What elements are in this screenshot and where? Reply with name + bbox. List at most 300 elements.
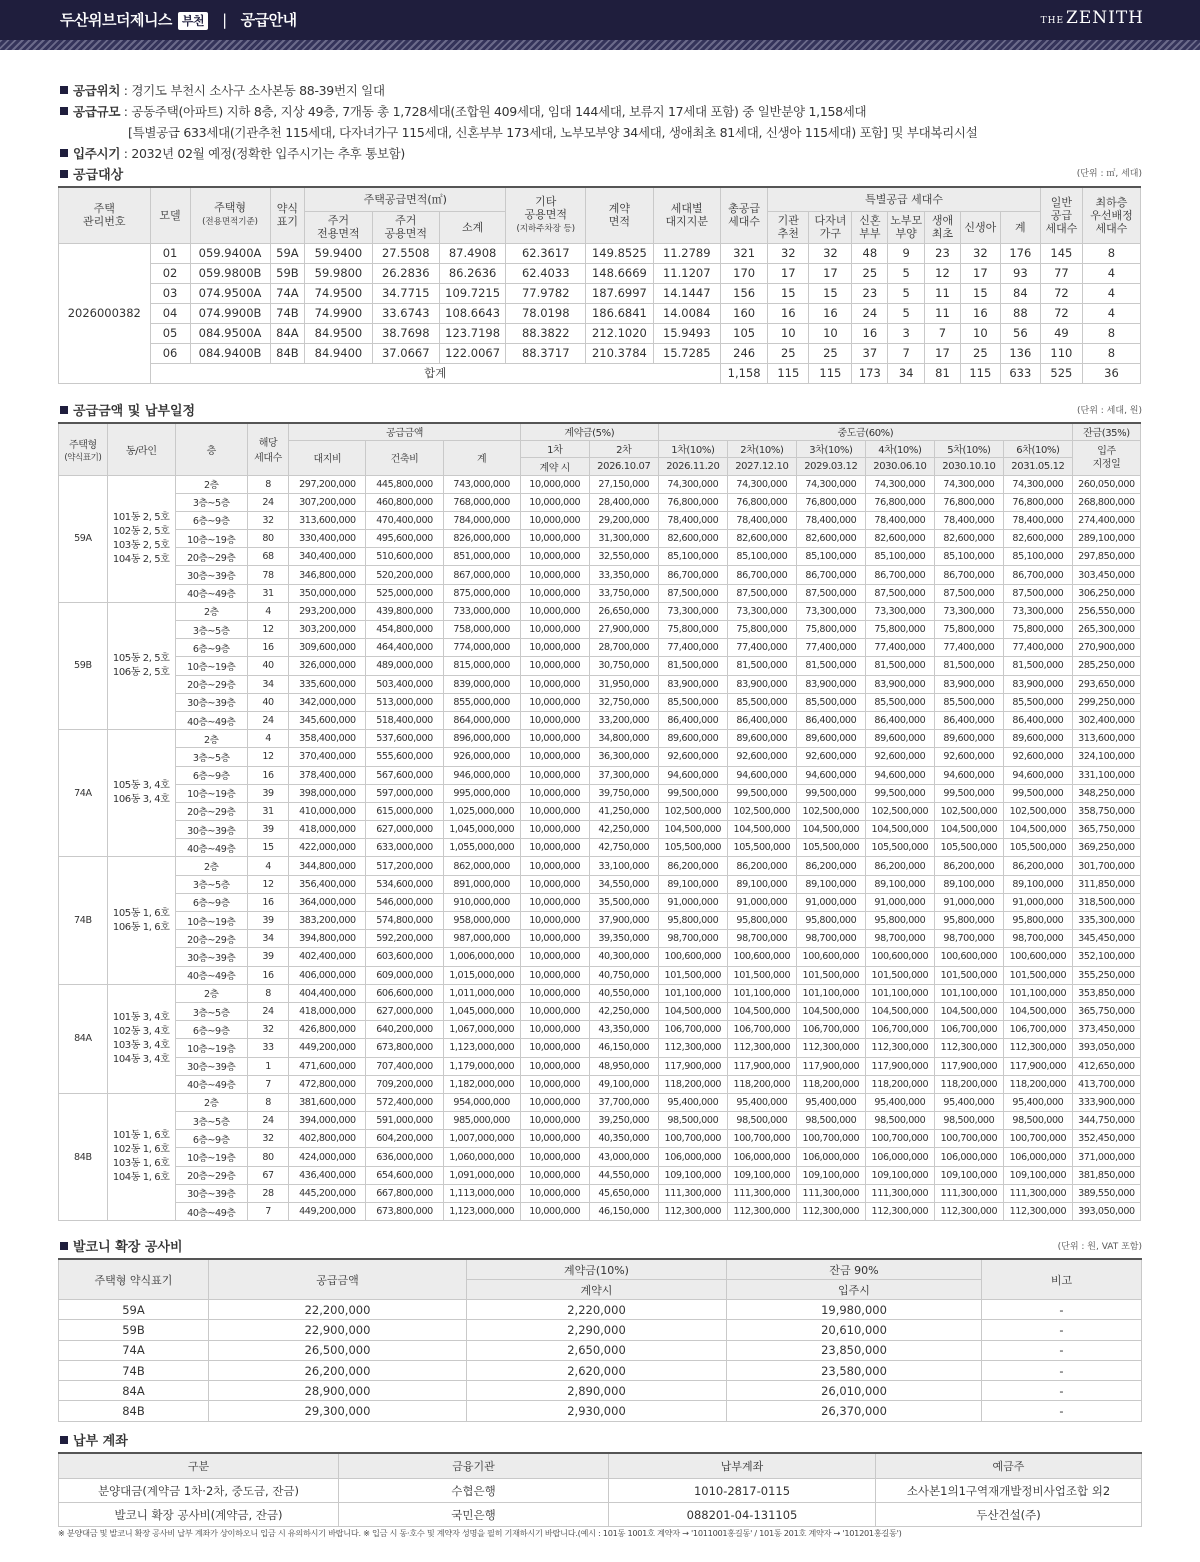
price-row	[59, 657, 1141, 675]
balcony-row	[59, 1300, 1142, 1320]
mid-payment-6: 117,900,000	[1003, 1057, 1072, 1075]
mid-payment-4: 101,100,000	[865, 984, 934, 1002]
balcony-balance: 23,580,000	[727, 1360, 982, 1380]
price-row	[59, 784, 1141, 802]
mid-payment-6: 106,000,000	[1003, 1148, 1072, 1166]
unit-count: 4	[247, 602, 289, 620]
contract-area: 210.3784	[586, 343, 653, 363]
hdr-mid-3: 3차(10%)	[796, 440, 865, 457]
sp-parents: 5	[888, 263, 925, 283]
mid-payment-5: 101,500,000	[934, 966, 1003, 984]
lowest-units: 8	[1082, 243, 1140, 263]
unit-count: 16	[247, 766, 289, 784]
price-row	[59, 893, 1141, 911]
supply-total: 987,000,000	[443, 930, 520, 948]
mid-payment-3: 95,800,000	[796, 912, 865, 930]
mid-payment-6: 104,500,000	[1003, 821, 1072, 839]
hdr-excl: 주거 전용면적	[305, 211, 372, 243]
land-share: 14.0084	[653, 303, 720, 323]
mid-payment-3: 112,300,000	[796, 1039, 865, 1057]
mid-payment-2: 87,500,000	[727, 584, 796, 602]
supply-total: 743,000,000	[443, 475, 520, 493]
hdr-total: 총공급 세대수	[720, 187, 767, 243]
price-row	[59, 1148, 1141, 1166]
price-row	[59, 1002, 1141, 1020]
common-area: 26.2836	[372, 263, 439, 283]
subtotal-area: 123.7198	[439, 323, 505, 343]
mid-payment-2: 112,300,000	[727, 1039, 796, 1057]
land-cost: 406,000,000	[289, 966, 366, 984]
supply-row	[59, 343, 1141, 363]
supply-row	[59, 303, 1141, 323]
hdr-account-number: 납부계좌	[609, 1453, 876, 1479]
hdr-other: 기타 공용면적 (지하주차장 등)	[506, 187, 586, 243]
mid-payment-4: 85,500,000	[865, 693, 934, 711]
deposit-1: 10,000,000	[520, 875, 589, 893]
floor-range: 2층	[175, 1093, 247, 1111]
hdr-supply-group: 공급금액	[289, 423, 520, 440]
mid-payment-1: 98,500,000	[658, 1112, 727, 1130]
mid-payment-3: 100,600,000	[796, 948, 865, 966]
mid-payment-6: 101,500,000	[1003, 966, 1072, 984]
unit-count: 39	[247, 784, 289, 802]
hdr-balcony-balance: 잔금 90%	[727, 1259, 982, 1280]
mid-payment-6: 86,200,000	[1003, 857, 1072, 875]
deposit-1: 10,000,000	[520, 802, 589, 820]
floor-range: 20층~29층	[175, 548, 247, 566]
mid-payment-4: 94,600,000	[865, 766, 934, 784]
mid-payment-2: 89,600,000	[727, 730, 796, 748]
building-cost: 673,800,000	[366, 1039, 443, 1057]
price-row	[59, 602, 1141, 620]
price-row	[59, 802, 1141, 820]
land-cost: 424,000,000	[289, 1148, 366, 1166]
land-cost: 449,200,000	[289, 1203, 366, 1221]
mid-payment-3: 118,200,000	[796, 1075, 865, 1093]
excl-area: 74.9500	[305, 283, 372, 303]
balance: 352,450,000	[1072, 1130, 1140, 1148]
mid-payment-3: 85,500,000	[796, 693, 865, 711]
balance: 381,850,000	[1072, 1166, 1140, 1184]
mid-payment-5: 106,700,000	[934, 1021, 1003, 1039]
unit-count: 80	[247, 1148, 289, 1166]
sp-firsttime: 11	[925, 303, 961, 323]
unit-count: 40	[247, 693, 289, 711]
building-cost: 525,000,000	[366, 584, 443, 602]
mid-payment-1: 89,600,000	[658, 730, 727, 748]
account-row	[59, 1479, 1142, 1503]
deposit-2: 33,200,000	[589, 711, 658, 729]
deposit-2: 31,950,000	[589, 675, 658, 693]
mid-payment-2: 81,500,000	[727, 657, 796, 675]
common-area: 38.7698	[372, 323, 439, 343]
mid-payment-1: 112,300,000	[658, 1039, 727, 1057]
balcony-note: -	[982, 1381, 1142, 1401]
other-area: 78.0198	[506, 303, 586, 323]
floor-range: 3층~5층	[175, 875, 247, 893]
mid-payment-4: 95,800,000	[865, 912, 934, 930]
unit-count: 34	[247, 675, 289, 693]
subtotal-area: 87.4908	[439, 243, 505, 263]
account-section-title: 납부 계좌	[60, 1430, 128, 1449]
hdr-deposit-group: 계약금(5%)	[520, 423, 658, 440]
land-cost: 381,600,000	[289, 1093, 366, 1111]
balance: 268,800,000	[1072, 493, 1140, 511]
footnote: ※ 분양대금 및 발코니 확장 공사비 납부 계좌가 상이하오니 입금 시 유의하시기 바랍니다. ※ 입금 시 동·호수 및 계약자 성명을 필히 기재하시기 바랍니다.(예시 : 101동 1001호 계약자 → '1011001홍길동' / 101동 201호 계약자 → '101201홍길동')	[58, 1528, 902, 1538]
bullet-square-icon	[60, 107, 68, 115]
bullet-square-icon	[60, 1242, 68, 1250]
floor-range: 10층~19층	[175, 912, 247, 930]
unit-count: 32	[247, 1130, 289, 1148]
deposit-1: 10,000,000	[520, 912, 589, 930]
balcony-note: -	[982, 1320, 1142, 1340]
land-cost: 471,600,000	[289, 1057, 366, 1075]
balance: 413,700,000	[1072, 1075, 1140, 1093]
mid-payment-1: 78,400,000	[658, 511, 727, 529]
mid-payment-1: 94,600,000	[658, 766, 727, 784]
unit-count: 12	[247, 748, 289, 766]
balance: 365,750,000	[1072, 1002, 1140, 1020]
abbr: 59B	[270, 263, 305, 283]
land-cost: 350,000,000	[289, 584, 366, 602]
hdr-deposit-1-date: 계약 시	[520, 457, 589, 475]
type: 059.9800B	[190, 263, 270, 283]
deposit-1: 10,000,000	[520, 1075, 589, 1093]
floor-range: 6층~9층	[175, 511, 247, 529]
mid-payment-3: 89,100,000	[796, 875, 865, 893]
mid-payment-3: 101,500,000	[796, 966, 865, 984]
mid-payment-2: 86,200,000	[727, 857, 796, 875]
contract-area: 149.8525	[586, 243, 653, 263]
sp-multichild: 15	[809, 283, 852, 303]
balcony-table	[58, 1258, 1142, 1422]
mid-payment-5: 94,600,000	[934, 766, 1003, 784]
deposit-1: 10,000,000	[520, 675, 589, 693]
supply-unit: (단위 : ㎡, 세대)	[1076, 169, 1142, 179]
mid-payment-1: 95,800,000	[658, 912, 727, 930]
land-share: 15.9493	[653, 323, 720, 343]
land-share: 15.7285	[653, 343, 720, 363]
sp-multichild: 25	[809, 343, 852, 363]
supply-total: 867,000,000	[443, 566, 520, 584]
mid-payment-3: 75,800,000	[796, 621, 865, 639]
hdr-balcony-note: 비고	[982, 1259, 1142, 1300]
deposit-1: 10,000,000	[520, 548, 589, 566]
model: 05	[150, 323, 190, 343]
general-units: 49	[1040, 323, 1082, 343]
mid-payment-3: 83,900,000	[796, 675, 865, 693]
balcony-type: 74B	[59, 1360, 209, 1380]
balcony-amount: 28,900,000	[209, 1381, 467, 1401]
land-cost: 418,000,000	[289, 1002, 366, 1020]
mid-payment-1: 89,100,000	[658, 875, 727, 893]
unit-count: 12	[247, 875, 289, 893]
hdr-subtotal: 소계	[439, 211, 505, 243]
hdr-mid-group: 중도금(60%)	[658, 423, 1072, 440]
mid-payment-2: 76,800,000	[727, 493, 796, 511]
balcony-balance: 26,010,000	[727, 1381, 982, 1401]
deposit-1: 10,000,000	[520, 1166, 589, 1184]
total-units: 321	[720, 243, 767, 263]
sp-newborn: 32	[960, 243, 1000, 263]
mid-payment-1: 74,300,000	[658, 475, 727, 493]
mid-payment-5: 86,700,000	[934, 566, 1003, 584]
balcony-row	[59, 1381, 1142, 1401]
mid-payment-1: 111,300,000	[658, 1184, 727, 1202]
mid-payment-4: 112,300,000	[865, 1039, 934, 1057]
balcony-unit: (단위 : 원, VAT 포함)	[1057, 1242, 1142, 1252]
price-row	[59, 984, 1141, 1002]
other-area: 77.9782	[506, 283, 586, 303]
type: 084.9400B	[190, 343, 270, 363]
land-cost: 330,400,000	[289, 530, 366, 548]
total-sp-sum: 633	[1000, 363, 1040, 383]
mid-payment-6: 81,500,000	[1003, 657, 1072, 675]
dong-line: 101동 3, 4호 102동 3, 4호 103동 3, 4호 104동 3, 4호	[107, 984, 175, 1093]
building-cost: 591,000,000	[366, 1112, 443, 1130]
mid-payment-5: 91,000,000	[934, 893, 1003, 911]
hdr-abbr: 약식 표기	[270, 187, 305, 243]
mid-payment-5: 102,500,000	[934, 802, 1003, 820]
sp-firsttime: 17	[925, 343, 961, 363]
price-row	[59, 730, 1141, 748]
account-holder: 두산건설(주)	[876, 1503, 1142, 1527]
sp-agency: 10	[768, 323, 809, 343]
total-label: 합계	[150, 363, 720, 383]
unit-type: 74B	[59, 857, 108, 984]
mid-payment-6: 101,100,000	[1003, 984, 1072, 1002]
mid-payment-2: 85,100,000	[727, 548, 796, 566]
account-bank: 국민은행	[339, 1503, 609, 1527]
unit-type: 59A	[59, 475, 108, 602]
total-sp-newborn: 115	[960, 363, 1000, 383]
hdr-balcony-deposit-sub: 계약시	[467, 1280, 727, 1300]
balance: 389,550,000	[1072, 1184, 1140, 1202]
deposit-2: 45,650,000	[589, 1184, 658, 1202]
unit-count: 8	[247, 475, 289, 493]
balcony-amount: 29,300,000	[209, 1401, 467, 1421]
supply-total: 1,067,000,000	[443, 1021, 520, 1039]
mid-payment-4: 101,500,000	[865, 966, 934, 984]
balance: 393,050,000	[1072, 1203, 1140, 1221]
mid-payment-6: 98,700,000	[1003, 930, 1072, 948]
sp-newlywed: 23	[852, 283, 888, 303]
mid-payment-2: 94,600,000	[727, 766, 796, 784]
unit-count: 31	[247, 584, 289, 602]
total-sp-newlywed: 173	[852, 363, 888, 383]
deposit-1: 10,000,000	[520, 475, 589, 493]
building-cost: 640,200,000	[366, 1021, 443, 1039]
deposit-1: 10,000,000	[520, 984, 589, 1002]
sp-newborn: 17	[960, 263, 1000, 283]
mid-payment-2: 104,500,000	[727, 1002, 796, 1020]
hdr-deposit-1: 1차	[520, 440, 589, 457]
supply-total: 954,000,000	[443, 1093, 520, 1111]
deposit-2: 35,500,000	[589, 893, 658, 911]
unit-count: 32	[247, 511, 289, 529]
supply-total: 1,060,000,000	[443, 1148, 520, 1166]
mid-payment-4: 85,100,000	[865, 548, 934, 566]
mid-payment-5: 95,400,000	[934, 1093, 1003, 1111]
balcony-amount: 22,900,000	[209, 1320, 467, 1340]
mid-payment-3: 117,900,000	[796, 1057, 865, 1075]
mid-payment-4: 87,500,000	[865, 584, 934, 602]
mid-payment-4: 118,200,000	[865, 1075, 934, 1093]
unit-count: 80	[247, 530, 289, 548]
deposit-1: 10,000,000	[520, 893, 589, 911]
sp-multichild: 32	[809, 243, 852, 263]
floor-range: 2층	[175, 984, 247, 1002]
mid-payment-6: 82,600,000	[1003, 530, 1072, 548]
land-cost: 402,400,000	[289, 948, 366, 966]
sp-multichild: 17	[809, 263, 852, 283]
balcony-note: -	[982, 1300, 1142, 1320]
mid-payment-4: 104,500,000	[865, 1002, 934, 1020]
supply-total: 1,007,000,000	[443, 1130, 520, 1148]
building-cost: 445,800,000	[366, 475, 443, 493]
unit-count: 39	[247, 821, 289, 839]
mid-payment-6: 118,200,000	[1003, 1075, 1072, 1093]
balance: 299,250,000	[1072, 693, 1140, 711]
mid-payment-5: 100,700,000	[934, 1130, 1003, 1148]
balcony-note: -	[982, 1360, 1142, 1380]
mid-payment-3: 78,400,000	[796, 511, 865, 529]
mid-payment-4: 82,600,000	[865, 530, 934, 548]
hdr-account-bank: 금융기관	[339, 1453, 609, 1479]
hdr-common: 주거 공용면적	[372, 211, 439, 243]
total-general-units: 525	[1040, 363, 1082, 383]
mid-payment-6: 105,500,000	[1003, 839, 1072, 857]
floor-range: 2층	[175, 857, 247, 875]
deposit-2: 33,750,000	[589, 584, 658, 602]
unit-type: 84A	[59, 984, 108, 1093]
info-scale: 공급규모 : 공동주택(아파트) 지하 8층, 지상 49층, 7개동 총 1,728세대(조합원 409세대, 임대 144세대, 보류지 17세대 포함) 중 일반분양 1,158세대	[60, 102, 866, 120]
mid-payment-6: 73,300,000	[1003, 602, 1072, 620]
deposit-2: 34,800,000	[589, 730, 658, 748]
sp-firsttime: 12	[925, 263, 961, 283]
price-row	[59, 693, 1141, 711]
balcony-balance: 23,850,000	[727, 1340, 982, 1360]
mid-payment-4: 109,100,000	[865, 1166, 934, 1184]
building-cost: 510,600,000	[366, 548, 443, 566]
model: 03	[150, 283, 190, 303]
mid-payment-2: 86,700,000	[727, 566, 796, 584]
sp-newlywed: 16	[852, 323, 888, 343]
mid-payment-5: 109,100,000	[934, 1166, 1003, 1184]
mid-payment-6: 102,500,000	[1003, 802, 1072, 820]
building-cost: 707,400,000	[366, 1057, 443, 1075]
balance: 302,400,000	[1072, 711, 1140, 729]
unit-count: 1	[247, 1057, 289, 1075]
mid-payment-2: 95,800,000	[727, 912, 796, 930]
mid-payment-1: 99,500,000	[658, 784, 727, 802]
mid-payment-2: 75,800,000	[727, 621, 796, 639]
supply-total-row	[59, 363, 1141, 383]
mid-payment-3: 98,700,000	[796, 930, 865, 948]
hdr-sp-firsttime: 생애 최초	[925, 211, 961, 243]
mid-payment-1: 100,600,000	[658, 948, 727, 966]
mid-payment-5: 98,700,000	[934, 930, 1003, 948]
mid-payment-3: 87,500,000	[796, 584, 865, 602]
supply-total: 815,000,000	[443, 657, 520, 675]
mid-payment-2: 106,700,000	[727, 1021, 796, 1039]
header-separator: |	[222, 11, 227, 29]
balance: 353,850,000	[1072, 984, 1140, 1002]
sp-newlywed: 37	[852, 343, 888, 363]
mid-payment-6: 99,500,000	[1003, 784, 1072, 802]
mid-payment-2: 100,600,000	[727, 948, 796, 966]
price-row	[59, 1057, 1141, 1075]
mid-payment-5: 78,400,000	[934, 511, 1003, 529]
mid-payment-1: 86,200,000	[658, 857, 727, 875]
mid-payment-5: 92,600,000	[934, 748, 1003, 766]
unit-count: 12	[247, 621, 289, 639]
floor-range: 10층~19층	[175, 657, 247, 675]
deposit-2: 32,550,000	[589, 548, 658, 566]
hdr-dong: 동/라인	[107, 423, 175, 475]
balance: 355,250,000	[1072, 966, 1140, 984]
hdr-mid-1-date: 2026.11.20	[658, 457, 727, 475]
mid-payment-5: 105,500,000	[934, 839, 1003, 857]
mid-payment-3: 112,300,000	[796, 1203, 865, 1221]
supply-total: 958,000,000	[443, 912, 520, 930]
general-units: 110	[1040, 343, 1082, 363]
deposit-1: 10,000,000	[520, 1148, 589, 1166]
balance: 371,000,000	[1072, 1148, 1140, 1166]
balance: 301,700,000	[1072, 857, 1140, 875]
building-cost: 592,200,000	[366, 930, 443, 948]
deposit-2: 40,550,000	[589, 984, 658, 1002]
total-sp-multichild: 115	[809, 363, 852, 383]
balance: 365,750,000	[1072, 821, 1140, 839]
floor-range: 6층~9층	[175, 766, 247, 784]
price-row	[59, 1130, 1141, 1148]
sp-sum: 93	[1000, 263, 1040, 283]
supply-total: 1,055,000,000	[443, 839, 520, 857]
supply-total: 839,000,000	[443, 675, 520, 693]
supply-total: 1,015,000,000	[443, 966, 520, 984]
land-share: 11.2789	[653, 243, 720, 263]
sp-firsttime: 23	[925, 243, 961, 263]
balcony-balance: 19,980,000	[727, 1300, 982, 1320]
mid-payment-2: 106,000,000	[727, 1148, 796, 1166]
general-units: 77	[1040, 263, 1082, 283]
excl-area: 84.9500	[305, 323, 372, 343]
building-cost: 603,600,000	[366, 948, 443, 966]
sp-newlywed: 25	[852, 263, 888, 283]
unit-count: 32	[247, 1021, 289, 1039]
mid-payment-3: 86,200,000	[796, 857, 865, 875]
hdr-deposit-2-date: 2026.10.07	[589, 457, 658, 475]
supply-total: 1,091,000,000	[443, 1166, 520, 1184]
balance: 293,650,000	[1072, 675, 1140, 693]
mid-payment-5: 111,300,000	[934, 1184, 1003, 1202]
mid-payment-4: 92,600,000	[865, 748, 934, 766]
mid-payment-3: 82,600,000	[796, 530, 865, 548]
common-area: 33.6743	[372, 303, 439, 323]
mid-payment-1: 104,500,000	[658, 821, 727, 839]
balance: 373,450,000	[1072, 1021, 1140, 1039]
hdr-type: 주택형 (전용면적기준)	[190, 187, 270, 243]
land-cost: 364,000,000	[289, 893, 366, 911]
unit-count: 8	[247, 1093, 289, 1111]
supply-total: 768,000,000	[443, 493, 520, 511]
price-row	[59, 584, 1141, 602]
supply-table	[58, 186, 1141, 384]
floor-range: 10층~19층	[175, 1148, 247, 1166]
mid-payment-6: 100,600,000	[1003, 948, 1072, 966]
mid-payment-5: 106,000,000	[934, 1148, 1003, 1166]
